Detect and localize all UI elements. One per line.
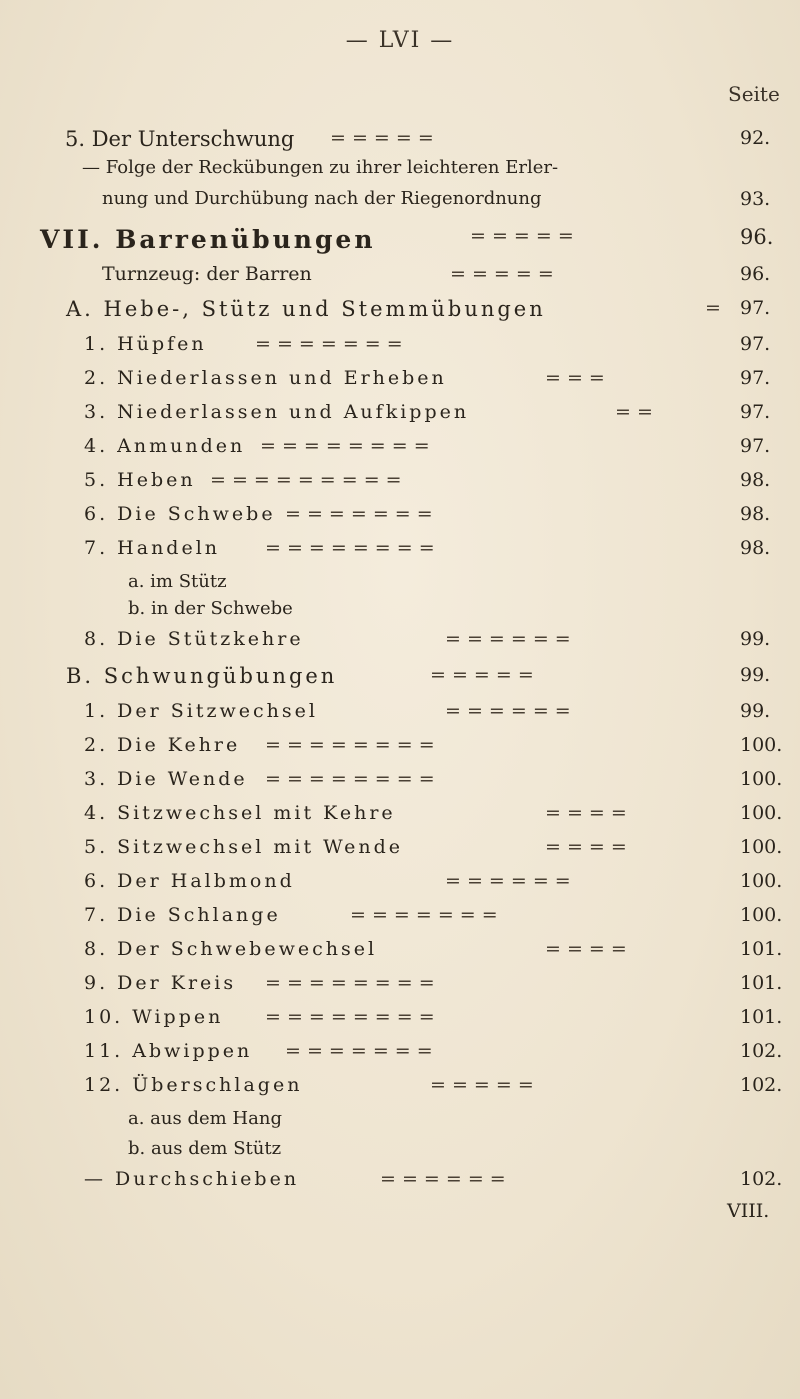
toc-subsection-title: B. Schwungübungen: [66, 664, 338, 688]
toc-leader: = = = = = = = =: [265, 1006, 435, 1028]
toc-page-number: 102.: [740, 1074, 783, 1096]
toc-page-number: 97.: [740, 333, 771, 355]
toc-entry-title: 7. Die Schlange: [84, 904, 281, 926]
toc-leader: = = = = = =: [445, 628, 571, 650]
toc-leader: = = = = = = =: [255, 333, 403, 355]
toc-entry: [0, 188, 800, 222]
toc-leader: = = = = = = = =: [260, 435, 430, 457]
toc-page-number: 93.: [740, 188, 771, 210]
toc-entry: [0, 503, 800, 537]
toc-leader: = = = = =: [430, 664, 534, 686]
page-header: — LVI —: [345, 28, 455, 53]
toc-leader: = = = = = = =: [350, 904, 498, 926]
toc-leader: = = = =: [545, 836, 627, 858]
toc-page-number: 97.: [740, 435, 771, 457]
toc-leader: = = = = =: [470, 225, 574, 247]
toc-entry: [0, 768, 800, 802]
toc-entry: [0, 870, 800, 904]
toc-page-number: 100.: [740, 870, 783, 892]
toc-section: [0, 225, 800, 259]
toc-entry-title: 6. Der Halbmond: [84, 870, 295, 892]
toc-entry: [0, 263, 800, 297]
toc-leader: = = = = = = = =: [265, 972, 435, 994]
toc-entry-title: 7. Handeln: [84, 537, 221, 559]
toc-page-number: 101.: [740, 938, 783, 960]
toc-page-number: 100.: [740, 904, 783, 926]
toc-leader: = = = = = =: [380, 1168, 506, 1190]
toc-entry: [0, 157, 800, 191]
toc-leader: = = = = =: [430, 1074, 534, 1096]
toc-page-number: 98.: [740, 537, 771, 559]
toc-entry-title: 9. Der Kreis: [84, 972, 237, 994]
toc-page-number: 99.: [740, 628, 771, 650]
toc-subitem: [0, 1138, 800, 1172]
toc-entry-title: 2. Niederlassen und Erheben: [84, 367, 447, 389]
toc-leader: = = = = = = =: [285, 1040, 433, 1062]
toc-leader: = =: [615, 401, 653, 423]
catchword: VIII.: [727, 1200, 770, 1222]
toc-entry: [0, 628, 800, 662]
toc-subitem-title: a. im Stütz: [128, 571, 227, 592]
toc-page-number: 96.: [740, 263, 771, 285]
toc-entry: [0, 1074, 800, 1108]
toc-entry-title: 6. Die Schwebe: [84, 503, 276, 525]
toc-entry: [0, 537, 800, 571]
toc-entry-title: 5. Der Unterschwung: [65, 127, 295, 151]
toc-entry-title: 1. Der Sitzwechsel: [84, 700, 318, 722]
toc-page-number: 102.: [740, 1040, 783, 1062]
toc-entry: [0, 972, 800, 1006]
toc-entry-title: 3. Niederlassen und Aufkippen: [84, 401, 470, 423]
toc-entry: [0, 127, 800, 161]
toc-leader: = = = =: [545, 802, 627, 824]
toc-leader: = = = = = =: [445, 870, 571, 892]
toc-entry: [0, 836, 800, 870]
toc-entry-title: 5. Sitzwechsel mit Wende: [84, 836, 404, 858]
toc-leader: = = = = = = = = =: [210, 469, 402, 491]
toc-leader: =: [705, 297, 721, 319]
toc-entry-title: 10. Wippen: [84, 1006, 224, 1028]
toc-entry: [0, 938, 800, 972]
toc-page-number: 97.: [740, 367, 771, 389]
toc-entry-title: 5. Heben: [84, 469, 196, 491]
toc-entry-title: Turnzeug: der Barren: [102, 263, 312, 285]
toc-entry-title: 2. Die Kehre: [84, 734, 241, 756]
toc-entry: [0, 802, 800, 836]
toc-entry: [0, 700, 800, 734]
toc-entry-title: 3. Die Wende: [84, 768, 248, 790]
toc-entry: [0, 367, 800, 401]
toc-entry: [0, 1040, 800, 1074]
toc-entry-title: 4. Anmunden: [84, 435, 246, 457]
toc-section-title: VII. Barrenübungen: [40, 225, 376, 254]
toc-entry-title: nung und Durchübung nach der Riegenordnung: [102, 188, 542, 209]
toc-entry-title: 12. Überschlagen: [84, 1074, 303, 1096]
toc-page-number: 100.: [740, 734, 783, 756]
toc-entry: [0, 734, 800, 768]
toc-leader: = = = = = = = =: [265, 734, 435, 756]
toc-leader: = = = = = = =: [285, 503, 433, 525]
toc-page-number: 99.: [740, 700, 771, 722]
toc-page-number: 97.: [740, 401, 771, 423]
toc-leader: = = = =: [545, 938, 627, 960]
toc-page-number: 101.: [740, 972, 783, 994]
toc-subsection-title: A. Hebe-, Stütz und Stemmübungen: [66, 297, 546, 321]
toc-entry-title: 8. Die Stützkehre: [84, 628, 304, 650]
toc-subitem-title: b. aus dem Stütz: [128, 1138, 282, 1159]
toc-page-number: 98.: [740, 469, 771, 491]
toc-page-number: 100.: [740, 768, 783, 790]
toc-entry: [0, 435, 800, 469]
toc-subitem-title: b. in der Schwebe: [128, 598, 293, 619]
toc-page-number: 99.: [740, 664, 771, 686]
toc-page-number: 92.: [740, 127, 771, 149]
toc-entry: [0, 469, 800, 503]
toc-page-number: 97.: [740, 297, 771, 319]
toc-leader: = = = = = = = =: [265, 768, 435, 790]
toc-entry: [0, 1006, 800, 1040]
toc-entry-title: — Durchschieben: [84, 1168, 300, 1190]
page-column-label: Seite: [728, 82, 780, 106]
toc-subitem-title: a. aus dem Hang: [128, 1108, 282, 1129]
toc-entry-title: 4. Sitzwechsel mit Kehre: [84, 802, 396, 824]
toc-entry-title: — Folge der Reckübungen zu ihrer leichteren Erler-: [82, 157, 559, 178]
toc-page-number: 100.: [740, 802, 783, 824]
toc-page-number: 102.: [740, 1168, 783, 1190]
toc-page-number: 96.: [740, 225, 774, 249]
toc-page-number: 100.: [740, 836, 783, 858]
toc-leader: = = = = = =: [445, 700, 571, 722]
toc-entry-title: 11. Abwippen: [84, 1040, 253, 1062]
toc-entry: [0, 401, 800, 435]
toc-subsection: [0, 297, 800, 331]
toc-entry: [0, 333, 800, 367]
toc-subitem: [0, 598, 800, 632]
toc-page-number: 101.: [740, 1006, 783, 1028]
toc-entry-title: 1. Hüpfen: [84, 333, 207, 355]
toc-subitem: [0, 1108, 800, 1142]
toc-leader: = = =: [545, 367, 605, 389]
toc-entry: [0, 1168, 800, 1202]
toc-leader: = = = = =: [450, 263, 554, 285]
toc-entry-title: 8. Der Schwebewechsel: [84, 938, 378, 960]
toc-subsection: [0, 664, 800, 698]
toc-leader: = = = = = = = =: [265, 537, 435, 559]
toc-entry: [0, 904, 800, 938]
toc-leader: = = = = =: [330, 127, 434, 149]
toc-page-number: 98.: [740, 503, 771, 525]
